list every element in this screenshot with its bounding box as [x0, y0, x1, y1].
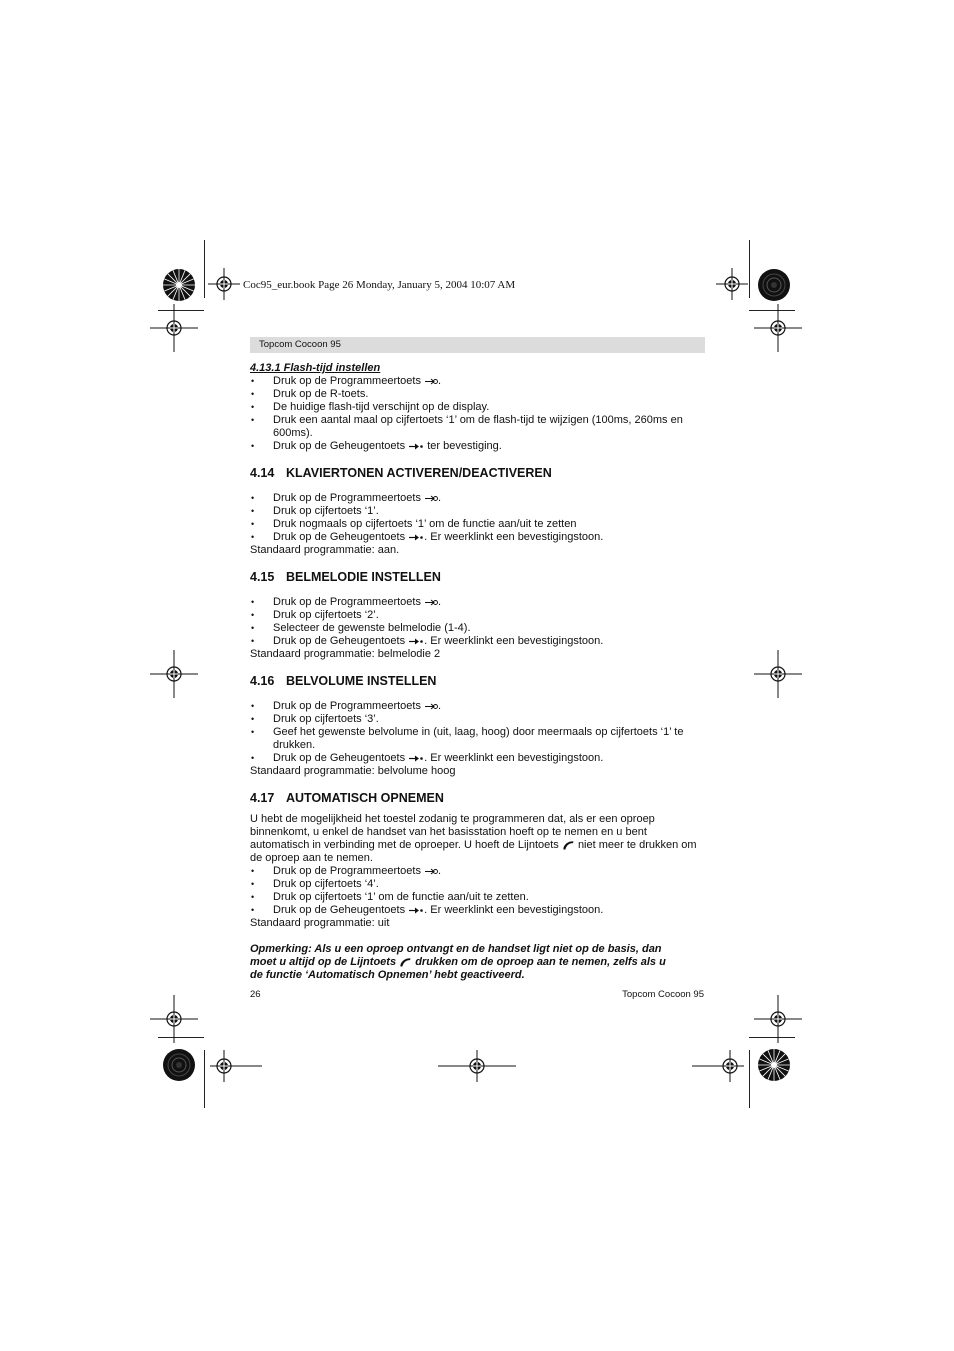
list-item: • Geef het gewenste belvolume in (uit, laag, hoog) door meermaals op cijfertoets ‘1’ te drukken. [250, 726, 705, 752]
program-key-icon [424, 598, 438, 607]
program-key-icon [424, 702, 438, 711]
section-intro: U hebt de mogelijkheid het toestel zodanig te programmeren dat, als er een oproep binnenkomt, u enkel de handset van het basisstation hoeft op te nemen en u bent automatisch in verbinding met de oproeper. U hoeft de Lijntoets niet meer te drukken om de oproep aan te nemen. [250, 813, 697, 864]
registration-mark-icon [210, 1050, 262, 1082]
line-key-icon [562, 840, 575, 851]
page-number: 26 [250, 989, 261, 1000]
starburst-target-icon [757, 1048, 791, 1082]
bullet-list [250, 375, 705, 453]
density-target-icon [757, 268, 791, 302]
print-info-line: Coc95_eur.book Page 26 Monday, January 5, 2004 10:07 AM [243, 279, 516, 291]
starburst-target-icon [162, 268, 196, 302]
registration-mark-icon [438, 1050, 516, 1082]
bullet-list [250, 492, 705, 544]
section-title-4-15: 4.15 BELMELODIE INSTELLEN [250, 570, 441, 584]
subsection-title: 4.13.1 Flash-tijd instellen [250, 362, 381, 374]
line-key-icon [399, 957, 412, 968]
list-item: • Druk op cijfertoets ‘3’. [250, 713, 705, 726]
running-header [250, 337, 705, 353]
memory-key-icon [408, 637, 424, 646]
memory-key-icon [408, 754, 424, 763]
bullet-list [250, 596, 705, 648]
default-setting: Standaard programmatie: belmelodie 2 [250, 648, 441, 660]
memory-key-icon [408, 442, 424, 451]
section-title-4-17: 4.17 AUTOMATISCH OPNEMEN [250, 791, 444, 805]
registration-mark-icon [692, 1050, 744, 1082]
bullet-list [250, 700, 705, 765]
default-setting: Standaard programmatie: belvolume hoog [250, 765, 456, 777]
list-item: • Druk op de Geheugentoets ter bevestiging. [250, 440, 705, 453]
registration-mark-icon [754, 995, 802, 1043]
list-item: • Druk op de Programmeertoets . [250, 700, 705, 713]
registration-mark-icon [150, 650, 198, 698]
memory-key-icon [408, 906, 424, 915]
memory-key-icon [408, 533, 424, 542]
list-item: • Druk op cijfertoets ‘2’. [250, 609, 705, 622]
program-key-icon [424, 494, 438, 503]
list-item: • Druk op cijfertoets ‘1’ om de functie aan/uit te zetten. [250, 891, 705, 904]
program-key-icon [424, 867, 438, 876]
registration-mark-icon [150, 304, 198, 352]
section-title-4-16: 4.16 BELVOLUME INSTELLEN [250, 674, 437, 688]
registration-mark-icon [754, 304, 802, 352]
page-content [250, 362, 705, 982]
footer-title: Topcom Cocoon 95 [622, 989, 704, 1000]
registration-mark-icon [754, 650, 802, 698]
list-item: • Druk op de R-toets. [250, 388, 705, 401]
registration-mark-icon [716, 268, 748, 300]
list-item: • Druk op de Geheugentoets . Er weerklinkt een bevestigingstoon. [250, 752, 705, 765]
header-title: Topcom Cocoon 95 [259, 339, 341, 350]
list-item: • Druk op de Programmeertoets . [250, 375, 705, 388]
section-title-4-14: 4.14 KLAVIERTONEN ACTIVEREN/DEACTIVEREN [250, 466, 552, 480]
list-item: • De huidige flash-tijd verschijnt op de display. [250, 401, 705, 414]
list-item: • Druk een aantal maal op cijfertoets ‘1’ om de flash-tijd te wijzigen (100ms, 260ms en 600ms). [250, 414, 705, 440]
list-item: • Druk op cijfertoets ‘1’. [250, 505, 705, 518]
program-key-icon [424, 377, 438, 386]
list-item: • Druk op de Geheugentoets . Er weerklinkt een bevestigingstoon. [250, 635, 705, 648]
bullet-list [250, 865, 705, 917]
registration-mark-icon [150, 995, 198, 1043]
list-item: • Druk op cijfertoets ‘4’. [250, 878, 705, 891]
density-target-icon [162, 1048, 196, 1082]
registration-mark-icon [208, 268, 240, 300]
default-setting: Standaard programmatie: aan. [250, 544, 400, 556]
list-item: • Druk op de Programmeertoets . [250, 596, 705, 609]
list-item: • Druk op de Programmeertoets . [250, 865, 705, 878]
default-setting: Standaard programmatie: uit [250, 917, 390, 929]
list-item: • Selecteer de gewenste belmelodie (1-4). [250, 622, 705, 635]
list-item: • Druk op de Geheugentoets . Er weerklinkt een bevestigingstoon. [250, 531, 705, 544]
list-item: • Druk nogmaals op cijfertoets ‘1’ om de functie aan/uit te zetten [250, 518, 705, 531]
remark-note: Opmerking: Als u een oproep ontvangt en de handset ligt niet op de basis, dan moet u altijd op de Lijntoets drukken om de oproep aan te nemen, zelfs als u de functie ‘Automatisch Opnemen’ hebt geactiveerd. [250, 943, 666, 981]
list-item: • Druk op de Programmeertoets . [250, 492, 705, 505]
list-item: • Druk op de Geheugentoets . Er weerklinkt een bevestigingstoon. [250, 904, 705, 917]
